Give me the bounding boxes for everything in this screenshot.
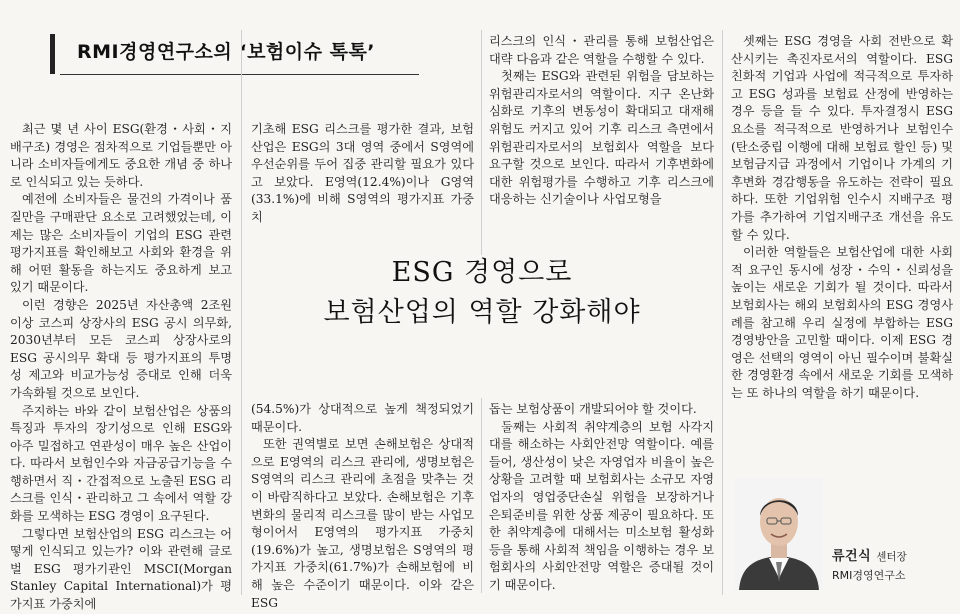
headline [251,253,713,333]
paragraph: 셋째는 ESG 경영을 사회 전반으로 확산시키는 촉진자로서의 역할이다. ESG 친화적 기업과 사업에 적극적으로 투자하고 ESG 성과를 보험료 산정에 반영하는 경우 등을 들 수 있다. 투자결정시 ESG 요소를 적극적으로 반영하거나 보험인수(탄소중립 이행에 대해 보험료 할인 등) 및 보험금지급 과정에서 기업이나 가계의 기후변화 경감행동을 유도하는 전략이 필요하다. 또한 기업위험 인수시 지배구조 평가를 추가하여 기업지배구조 개선을 유도할 수 있다. [731,34,953,242]
column-header [50,34,419,74]
paragraph: 기초해 ESG 리스크를 평가한 결과, 보험산업은 ESG의 3대 영역 중에서 S영역에 우선순위를 두어 집중 관리할 필요가 있다고 보았다. E영역(12.4%)이나 G영역(33.1%)에 비해 S영역의 평가지표 가중치 [251,122,474,224]
author-organization: RMI경영연구소 [832,569,906,582]
column-divider [722,30,723,595]
column-title: RMI경영연구소의 ‘보험이슈 톡톡’ [77,41,376,63]
paragraph: 리스크의 인식・관리를 통해 보험산업은 대략 다음과 같은 역할을 수행할 수 있다. [489,34,714,66]
paragraph: 이런 경향은 2025년 자산총액 2조원 이상 코스피 상장사의 ESG 공시 의무화, 2030년부터 모든 코스피 상장사로의 ESG 공시의무 확대 등 평가지표의 투명성 제고와 비교가능성 증대로 인해 더욱 가속화될 것으로 보인다. [10,297,232,400]
paragraph: 그렇다면 보험산업의 ESG 리스크는 어떻게 인식되고 있는가? 이와 관련해 글로벌 ESG 평가기관인 MSCI(Morgan Stanley Capital International)가 평가지표 가중치에 [10,526,232,612]
paragraph: 주지하는 바와 같이 보험산업은 상품의 특징과 투자의 장기성으로 인해 ESG와 아주 밀접하고 연관성이 매우 높은 산업이다. 따라서 보험인수와 자금공급기능을 수행하면서 직・간접적으로 노출된 ESG 리스크를 인식・관리하고 그 속에서 역할 강화를 모색하는 ESG 경영이 요구된다. [10,403,232,524]
header-rule [60,74,419,75]
paragraph: 돕는 보험상품이 개발되어야 할 것이다. [489,402,697,416]
article-column-4 [731,33,953,400]
author-name: 류건식 [832,549,872,564]
author-title: 센터장 [876,551,907,563]
headline-line-1: ESG 경영으로 [391,257,573,288]
portrait-photo [735,478,823,590]
article-column-1 [10,121,232,612]
author-byline [832,545,907,583]
paragraph: 이러한 역할들은 보험산업에 대한 사회적 요구인 동시에 성장・수익・신뢰성을 높이는 새로운 기회가 될 것이다. 따라서 보험회사는 해외 보험회사의 ESG 경영사례를 참고해 우리 실정에 부합하는 ESG 경영방안을 고민할 때이다. 이제 ESG 경영은 선택의 영역이 아닌 필수이며 불확실한 경영환경 속에서 새로운 기회를 모색하는 또 하나의 역할을 하기 때문이다. [731,245,953,400]
paragraph: 둘째는 사회적 취약계층의 보험 사각지대를 해소하는 사회안전망 역할이다. 예를 들어, 생산성이 낮은 자영업자 비율이 높은 상황을 고려할 때 보험회사는 소규모 자영업자의 영업중단손실 위험을 보장하거나 은퇴준비를 위한 상품 제공이 필요하다. 또한 취약계층에 대해서는 미소보험 활성화 등을 통해 사회적 책임을 이행하는 경우 보험회사의 사회안전망 역할은 증대될 것이기 때문이다. [489,419,714,592]
column-divider [481,30,482,255]
paragraph: (54.5%)가 상대적으로 높게 책정되었기 때문이다. [251,402,474,434]
paragraph: 또한 권역별로 보면 손해보험은 상대적으로 E영역의 리스크 관리에, 생명보험은 S영역의 리스크 관리에 초점을 맞추는 것이 바람직하다고 보았다. 손해보험은 기후변화의 물리적 리스크를 많이 받는 사업모형이어서 E영역의 평가지표 가중치(19.6%)가 높고, 생명보험은 S영역의 평가지표 가중치(61.7%)가 손해보험에 비해 높은 수준이기 때문이다. 이와 같은 ESG [251,437,474,610]
paragraph: 최근 몇 년 사이 ESG(환경・사회・지배구조) 경영은 점차적으로 기업들뿐만 아니라 소비자들에게도 중요한 개념 중 하나로 인식되고 있는 듯하다. [10,122,232,189]
article-column-2-top [251,121,474,229]
paragraph: 첫째는 ESG와 관련된 위험을 담보하는 위험관리자로서의 역할이다. 지구 온난화 심화로 기후의 변동성이 확대되고 대재해 위험도 커지고 있어 기후 리스크 측면에서 위험관리자로서의 보험회사 역할을 보다 요구할 것으로 보인다. 따라서 기후변화에 대한 위험평가를 수행하고 기후 리스크에 대응하는 신기술이나 사업모형을 [489,69,714,207]
headline-line-2: 보험산업의 역할 강화해야 [323,297,641,328]
article-column-2-bottom [251,401,474,610]
column-divider [481,398,482,593]
article-column-3-bottom [489,401,714,593]
article-column-3-top [489,33,714,255]
column-divider [241,30,242,595]
paragraph: 예전에 소비자들은 물건의 가격이나 품질만을 구매판단 요소로 고려했었는데, 이제는 많은 소비자들이 기업의 ESG 관련 평가지표를 확인해보고 사회와 환경을 위해 어떤 활동을 하는지도 중요하게 보고 있기 때문이다. [10,192,232,295]
